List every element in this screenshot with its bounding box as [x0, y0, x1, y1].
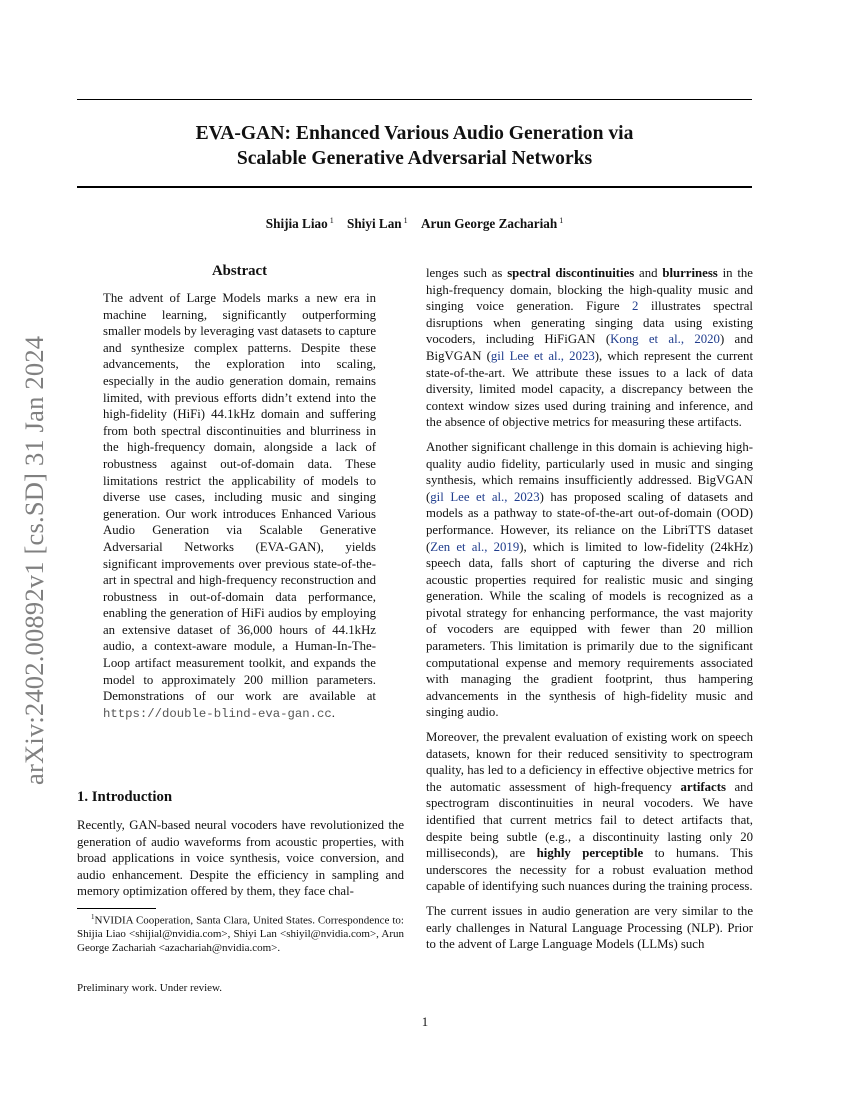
- author: [347, 216, 408, 231]
- bold-text: spectral discontinuities: [507, 266, 635, 280]
- section-heading-introduction: 1. Introduction: [77, 789, 173, 805]
- citation-link[interactable]: Zen et al., 2019: [430, 539, 520, 554]
- footnote: [77, 911, 404, 956]
- arxiv-stamp: arXiv:2402.00892v1 [cs.SD] 31 Jan 2024: [19, 335, 49, 785]
- author: [266, 216, 334, 231]
- affiliation-mark: 1: [403, 216, 408, 225]
- author-name: Shijia Liao: [265, 216, 328, 232]
- abstract-text: The advent of Large Models marks a new era in machine learning, significantly outperforming smaller models by leveraging vast datasets to capture and synthesize complex patterns. Despite these advancements, the exploration into scaling, especially in the audio generation domain, remains limited, with previous efforts didn’t extend into the high-fidelity (HiFi) 44.1kHz domain and suffering from both spectral discontinuities and blurriness in the high-frequency domain, alongside a lack of robustness against out-of-domain data. These limitations restrict the applicability of models to diverse use cases, including music and singing generation. Our work introduces Enhanced Various Audio Generation via Scalable Generative Adversarial Networks (EVA-GAN), yields significant improvements over previous state-of-the-art in spectral and high-frequency reconstruction and robustness in out-of-domain data performance, enabling the generation of HiFi audios by employing an extensive dataset of 36,000 hours of 44.1kHz audio, a context-aware module, a Human-In-The-Loop artifact measurement toolkit, and expands the model to approximately 200 million parameters. Demonstrations of our work are available at: [103, 291, 376, 704]
- text: ), which represent the current state-of-the-art. We attribute these issues to a lack of data diversity, limited model capacity, a discrepancy between the context window sizes used during training and inference, and the absence of objective metrics for measuring these artifacts.: [426, 348, 753, 430]
- title-rule-bottom: [77, 186, 752, 188]
- paragraph: [426, 729, 753, 895]
- paragraph: [426, 265, 753, 431]
- affiliation-mark: 1: [329, 216, 334, 225]
- page-number: 1: [421, 1015, 429, 1029]
- text: ) and BigVGAN (: [426, 332, 753, 363]
- title-line-1: EVA-GAN: Enhanced Various Audio Generation via: [195, 123, 634, 144]
- citation-link[interactable]: gil Lee et al., 2023: [430, 489, 540, 504]
- citation-link[interactable]: gil Lee et al., 2023: [490, 348, 595, 363]
- title-rule-top: [77, 99, 752, 100]
- footnote-text: NVIDIA Cooperation, Santa Clara, United States. Correspondence to: Shijia Liao <shijial@nvidia.com>, Shiyi Lan <shiyil@nvidia.com>, Arun George Zachariah <azachariah@nvidia.com>.: [77, 914, 404, 955]
- text: in the high-frequency domain, blocking the high-quality music and singing voice generation. Figure: [426, 266, 753, 314]
- paragraph: [426, 439, 753, 721]
- author: [421, 216, 563, 231]
- author-list: [77, 216, 752, 232]
- paper-title: [77, 121, 752, 171]
- demo-link[interactable]: https://double-blind-eva-gan.cc: [103, 706, 332, 721]
- abstract-body: [103, 290, 376, 722]
- affiliation-mark: 1: [559, 216, 564, 225]
- bold-text: artifacts: [680, 779, 726, 794]
- abstract-heading: Abstract: [211, 263, 268, 279]
- citation-link[interactable]: Kong et al., 2020: [610, 332, 720, 347]
- text: lenges such as: [426, 266, 508, 280]
- text: ), which is limited to low-fidelity (24kHz) speech data, falls short of capturing the diverse and rich acoustic properties required for realistic music and singing generation. While the scaling of models is recognized as a pivotal strategy for enhancing performance, the vast majority of vocoders are equipped with fewer than 20 million parameters. This limitation is primarily due to the significant computational expense and memory requirements associated with managing the gradient footprint, thus hampering advancements in the synthesis of high-fidelity music and singing audio.: [426, 539, 753, 720]
- footnote-mark: 1: [91, 913, 95, 921]
- title-line-2: Scalable Generative Adversarial Networks: [236, 148, 593, 169]
- paragraph: The current issues in audio generation are very similar to the early challenges in Natural Language Processing (NLP). Prior to the advent of Large Language Models (LLMs) such: [426, 903, 753, 952]
- footnote-rule: [77, 908, 156, 909]
- text: Moreover, the prevalent evaluation of existing work on speech datasets, known for their reduced sensitivity to spectrogram quality, has led to a deficiency in effective objective metrics for the automatic assessment of high-frequency: [426, 730, 753, 794]
- intro-paragraph: Recently, GAN-based neural vocoders have revolutionized the generation of audio waveforms from acoustic properties, with broad applications in voice synthesis, voice conversion, and audio enhancement. Despite the efficiency in sampling and memory optimization offered by them, they face chal-: [77, 818, 404, 899]
- text: ) has proposed scaling of datasets and models as a pathway to state-of-the-art out-of-domain (OOD) performance. However, its reliance on the LibriTTS dataset (: [426, 489, 753, 554]
- bold-text: highly perceptible: [536, 846, 644, 861]
- preliminary-note: Preliminary work. Under review.: [77, 982, 222, 994]
- abstract-end: .: [331, 705, 335, 720]
- text: illustrates spectral disruptions when generating singing data using existing vocoders, including HiFiGAN (: [426, 299, 753, 347]
- author-name: Arun George Zachariah: [420, 216, 558, 232]
- right-column: [426, 265, 753, 961]
- text: Another significant challenge in this domain is achieving high-quality audio fidelity, particularly used in music and singing synthesis, which remains insufficiently addressed. BigVGAN (: [426, 439, 753, 504]
- text: and spectrogram discontinuities in neural vocoders. We have identified that current metrics fail to detect artifacts that, despite being subtle (e.g., a discontinuity lasting only 20 milliseconds), are: [426, 779, 753, 861]
- figure-ref-link[interactable]: 2: [632, 299, 639, 314]
- author-name: Shiyi Lan: [347, 216, 402, 232]
- bold-text: blurriness: [662, 266, 718, 280]
- text: to humans. This underscores the necessity for a robust evaluation method capable of identifying such nuances during the training process.: [426, 846, 753, 894]
- text: and: [634, 266, 663, 280]
